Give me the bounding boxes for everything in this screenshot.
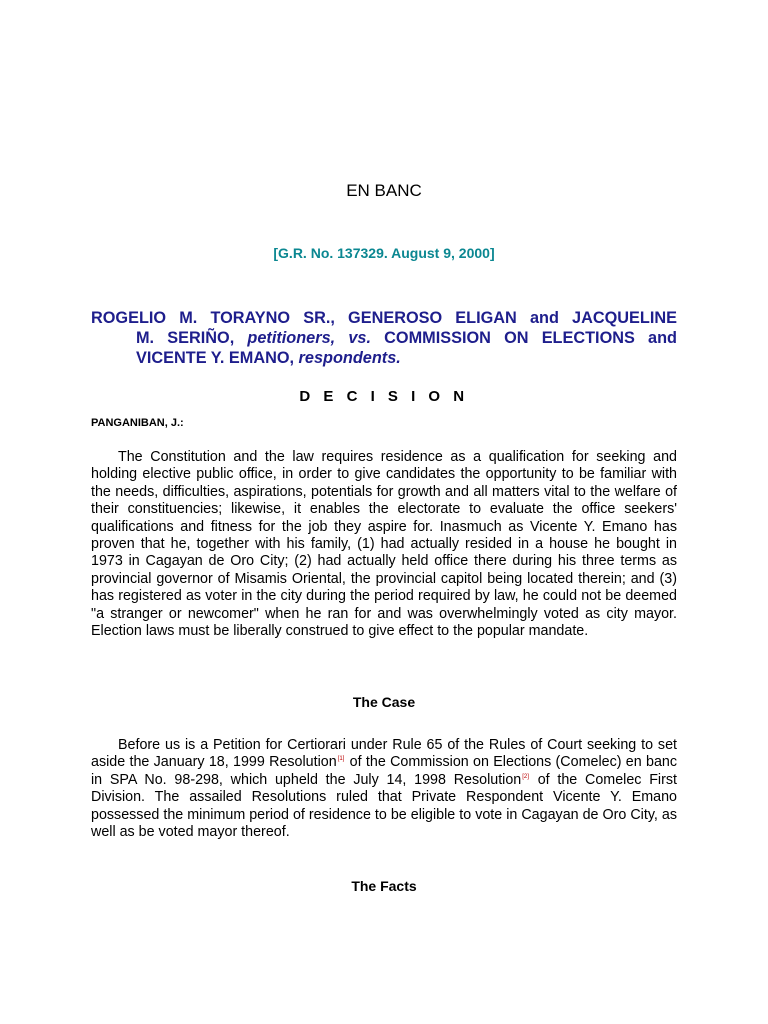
case-text-1: Before us is a Petition for Certiorari under Rule 65 of the Rules of Court seeking to set aside the January 18, 1999 Resolution	[91, 737, 677, 771]
heading-the-facts: The Facts	[351, 878, 417, 894]
intro-paragraph: The Constitution and the law requires residence as a qualification for seeking and holding elective public office, in order to give candidates the opportunity to be familiar with the needs, difficulties, aspirations, potentials for growth and all matters vital to the welfare of their constituencies; likewise, it enables the electorate to evaluate the office seekers' qualifications and fitness for the job they aspire for. Inasmuch as Vicente Y. Emano has proven that he, together with his family, (1) had actually resided in a house he bought in 1973 in Cagayan de Oro City; (2) had actually held office there during his three terms as provincial governor of Misamis Oriental, the provincial capitol being located therein; and (3) has registered as voter in the city during the period required by law, he could not be deemed "a stranger or newcomer" when he ran for and was overwhelmingly voted as city mayor. Election laws must be liberally construed to give effect to the popular mandate.	[91, 449, 677, 640]
ponente: PANGANIBAN, J.:	[91, 417, 184, 429]
footnote-link-2[interactable]: [2]	[522, 773, 529, 780]
respondent-name-2: VICENTE Y. EMANO,	[136, 349, 299, 367]
caption-line-3	[91, 348, 677, 368]
court-division: EN BANC	[346, 181, 422, 200]
case-caption	[91, 308, 677, 368]
caption-line-1: ROGELIO M. TORAYNO SR., GENEROSO ELIGAN and JACQUELINE	[91, 309, 677, 327]
footnote-link-1[interactable]: [1]	[337, 756, 345, 763]
petitioner-name: M. SERIÑO,	[136, 329, 248, 347]
case-text-3: of the Comelec First Division. The assailed Resolutions ruled that Private Respondent Vicente Y. Emano possessed the minimum period of residence to be eligible to vote in Cagayan de Oro City, as well as be voted mayor thereof.	[91, 771, 677, 841]
versus-label: vs.	[335, 329, 385, 347]
respondents-label: respondents.	[298, 349, 401, 367]
case-text-2: of the Commission on Elections (Comelec) en banc in SPA No. 98-298, which upheld the July 14, 1998 Resolution	[91, 754, 677, 788]
case-paragraph	[91, 737, 677, 841]
decision-title: D E C I S I O N	[299, 388, 469, 405]
respondent-name: COMMISSION ON ELECTIONS and	[384, 329, 677, 347]
caption-line-2	[91, 328, 677, 348]
case-number: [G.R. No. 137329. August 9, 2000]	[273, 245, 495, 261]
petitioners-label: petitioners,	[247, 329, 336, 347]
heading-the-case: The Case	[352, 694, 416, 710]
